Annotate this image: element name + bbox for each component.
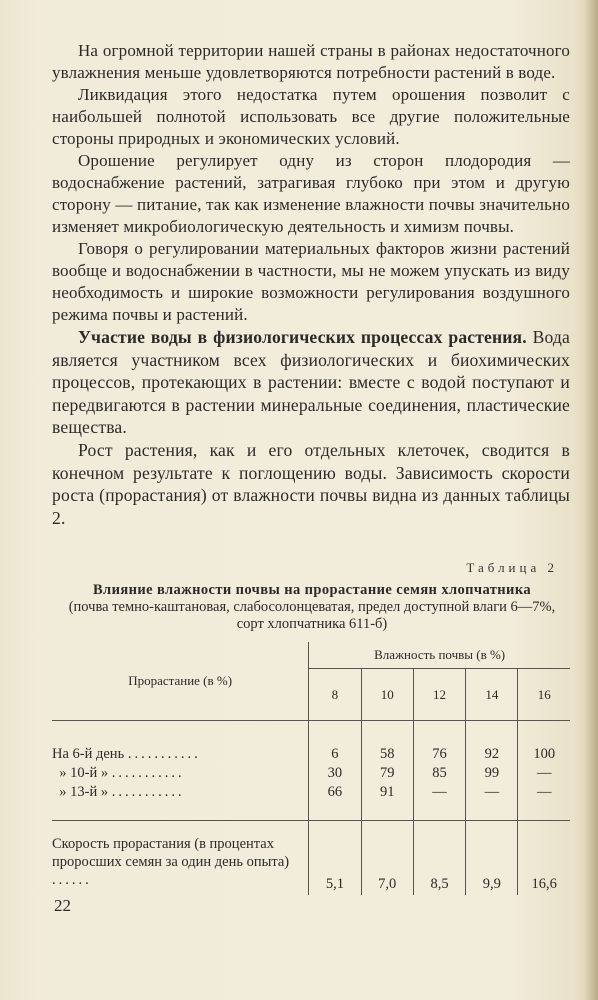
table-cell: 100: [533, 746, 556, 762]
caption-subtitle: (почва темно-каштановая, слабосолонцеватая, предел доступной влаги 6—7%, сорт хлопчатника 611-б): [68, 599, 556, 632]
table-cell: 16,6: [518, 821, 570, 895]
table-cell: 91: [379, 784, 395, 800]
table-header-row: [52, 642, 570, 669]
paragraph-3: Орошение регулирует одну из сторон плодородия — водоснабжение растений, затрагивая глубоко при этом и другую сторону — питание, так как изменение влажности почвы значительно изменяет микробиологическую деятельность и химизм почвы.: [52, 151, 570, 236]
table-cell: 76: [432, 746, 447, 762]
group-header: Влажность почвы (в %): [309, 642, 570, 669]
table-cell: 9,9: [466, 821, 518, 895]
table-cell: —: [484, 784, 500, 800]
col-header-8: 8: [309, 669, 361, 721]
main-text: [52, 40, 570, 529]
row-header: Прорастание (в %): [52, 642, 309, 721]
table-rows-block: [52, 721, 570, 821]
page-spine-shadow: [584, 0, 598, 1000]
table-cell: 99: [484, 765, 500, 781]
table-cell: 7,0: [361, 821, 413, 895]
paragraph-section: [52, 326, 570, 439]
table-cell: 85: [432, 765, 447, 781]
col-header-10: 10: [361, 669, 413, 721]
table-cell: 58: [379, 746, 395, 762]
page-number: 22: [54, 896, 71, 915]
col-14-values: [466, 721, 518, 821]
col-16-values: [518, 721, 570, 821]
section-heading: Участие воды в физиологических процессах растения.: [78, 327, 527, 347]
table-cell: 66: [327, 784, 343, 800]
table-cell: 79: [379, 765, 395, 781]
table-cell: 5,1: [309, 821, 361, 895]
paragraph-growth: Рост растения, как и его отдельных клеточек, сводится в конечном результате к поглощению воды. Зависимость скорости роста (прорастания) от влажности почвы видна из данных таблицы 2.: [52, 439, 570, 528]
paragraph-2: Ликвидация этого недостатка путем орошения позволит с наибольшей полнотой использовать все другие положительные стороны природных и экономических условий.: [52, 85, 570, 148]
table-caption: [54, 582, 570, 633]
table-cell: —: [432, 784, 447, 800]
speed-row: [52, 821, 570, 895]
table-cell: 30: [327, 765, 343, 781]
col-header-16: 16: [518, 669, 570, 721]
row-label-day13: » 13-й » ...........: [59, 784, 185, 800]
table-number: Таблица 2: [466, 560, 558, 575]
section-text: Вода является участником всех физиологических и биохимических процессов, протекающих в растении: вместе с водой поступают и передвигаются в растении минеральные соединения, пластические вещества.: [52, 327, 570, 438]
col-8-values: [309, 721, 361, 821]
table-cell: —: [536, 765, 552, 781]
germination-table: [52, 642, 570, 895]
row-label-day10: » 10-й » ...........: [59, 765, 185, 781]
col-10-values: [361, 721, 413, 821]
col-header-12: 12: [413, 669, 465, 721]
row-label-day6: На 6-й день ...........: [52, 746, 201, 762]
table-cell: 6: [331, 746, 339, 762]
speed-label: Скорость прорастания (в процентах проросших семян за один день опыта) ......: [52, 821, 309, 895]
row-labels: [52, 721, 309, 821]
col-12-values: [413, 721, 465, 821]
col-header-14: 14: [466, 669, 518, 721]
table-cell: 8,5: [413, 821, 465, 895]
table-cell: 92: [484, 746, 500, 762]
paragraph-1: На огромной территории нашей страны в районах недостаточного увлажнения меньше удовлетворяются потребности растений в воде.: [52, 41, 570, 82]
caption-title: Влияние влажности почвы на прорастание семян хлопчатника: [92, 582, 531, 598]
table-cell: —: [536, 784, 552, 800]
paragraph-4: Говоря о регулировании материальных факторов жизни растений вообще и водоснабжении в частности, мы не можем упускать из виду необходимость и широкие возможности регулирования воздушного режима почвы и растений.: [52, 239, 570, 324]
